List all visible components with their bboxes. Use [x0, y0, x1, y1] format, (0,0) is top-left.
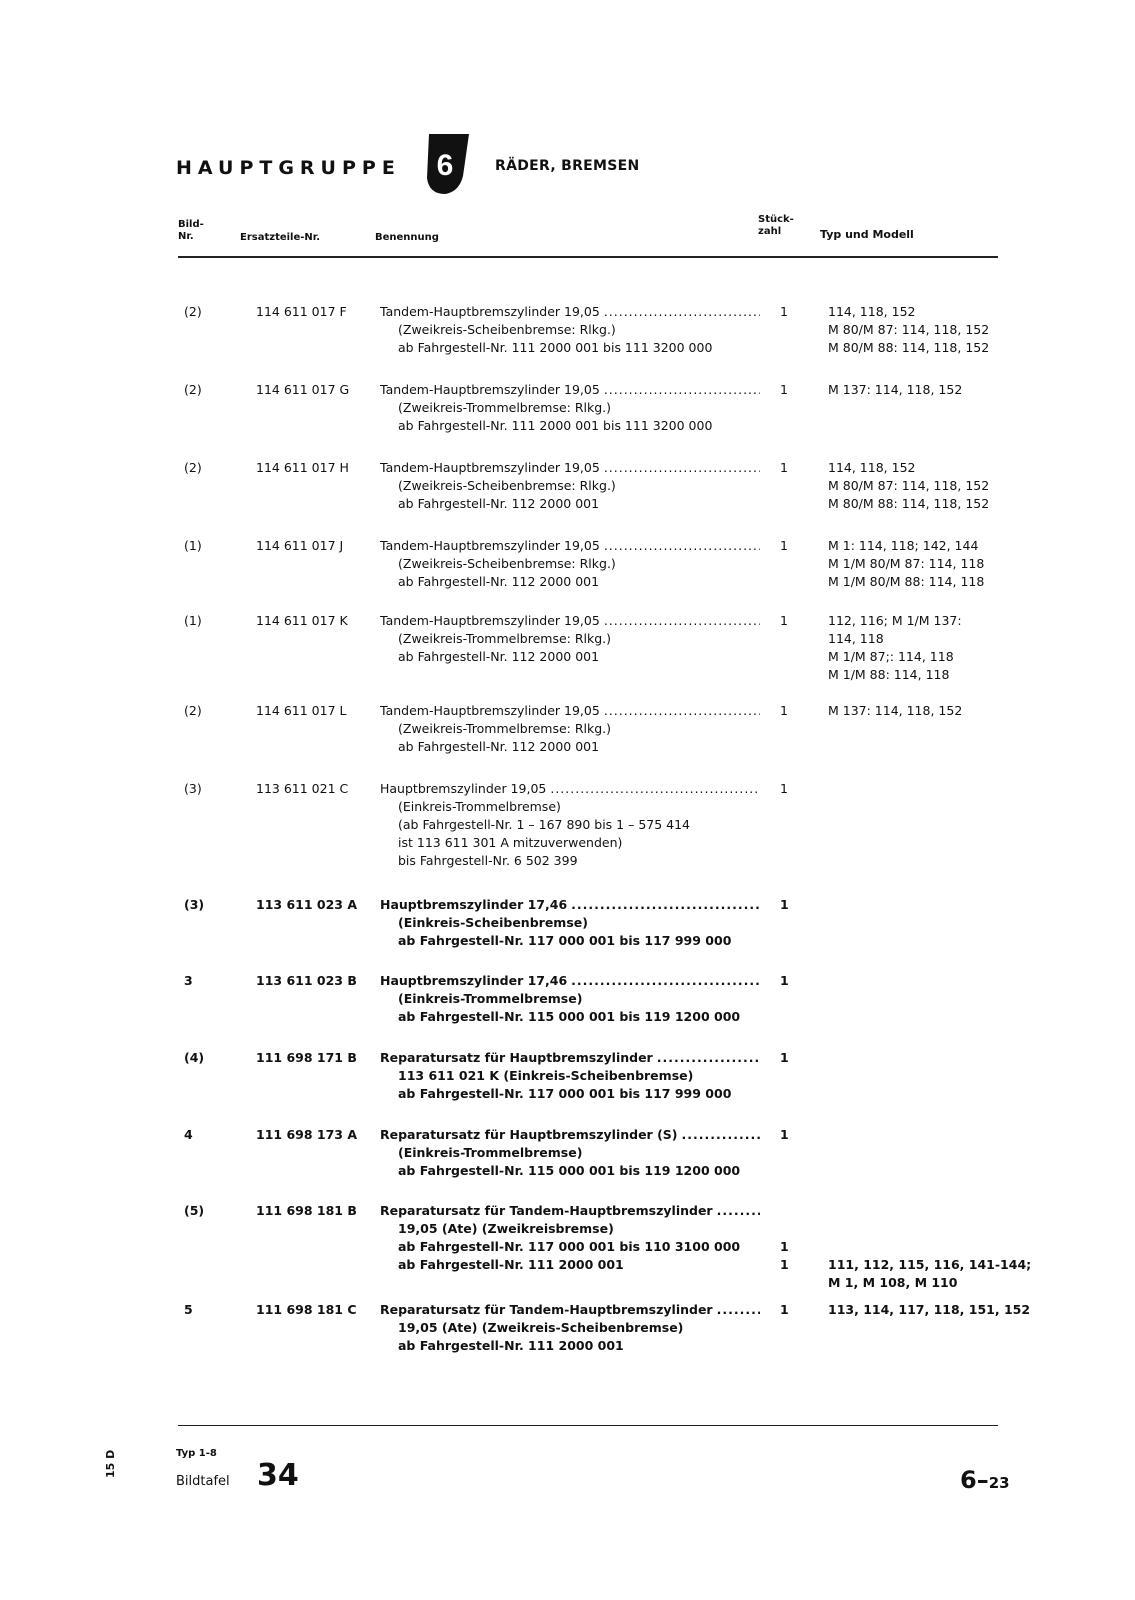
benennung-title	[380, 612, 760, 630]
benennung-title-text: Tandem-Hauptbremszylinder 19,05	[380, 304, 600, 319]
stueckzahl-value: 1	[780, 460, 788, 475]
bild-nr: (4)	[184, 1050, 205, 1065]
stueckzahl	[780, 702, 800, 720]
stueckzahl-value: 1	[780, 613, 788, 628]
ersatzteil-nr: 114 611 017 L	[256, 703, 347, 718]
typ-modell	[828, 303, 1028, 357]
benennung	[380, 381, 760, 435]
benennung-title-text: Hauptbremszylinder 17,46	[380, 897, 568, 912]
benennung-title-text: Tandem-Hauptbremszylinder 19,05	[380, 538, 600, 553]
stueckzahl-value: 1	[780, 1239, 789, 1254]
bild-nr: (3)	[184, 781, 202, 796]
bild-nr: (2)	[184, 703, 202, 718]
benennung-title	[380, 896, 760, 914]
benennung-title-text: Hauptbremszylinder 19,05	[380, 781, 547, 796]
stueckzahl-value: 1	[780, 382, 788, 397]
benennung	[380, 459, 760, 513]
stueckzahl-value: 1	[780, 1127, 789, 1142]
benennung-line: ist 113 611 301 A mitzuverwenden)	[398, 835, 623, 850]
ersatzteil-nr: 114 611 017 G	[256, 382, 350, 397]
stueckzahl-value: 1	[780, 1050, 789, 1065]
typ-modell	[828, 537, 1028, 591]
stueckzahl	[780, 537, 800, 555]
leader-dots	[717, 1301, 760, 1319]
stueckzahl-value: 1	[780, 1302, 789, 1317]
footer-rule	[178, 1425, 998, 1426]
leader-dots	[682, 1126, 761, 1144]
benennung-title-text: Reparatursatz für Hauptbremszylinder (S)	[380, 1127, 678, 1142]
benennung	[380, 780, 760, 870]
benennung-title	[380, 537, 760, 555]
typ-modell-line: 114, 118	[828, 631, 884, 646]
stueckzahl	[780, 780, 800, 798]
stueckzahl	[780, 612, 800, 630]
leader-dots	[604, 303, 760, 321]
typ-modell-line: M 80/M 87: 114, 118, 152	[828, 322, 990, 337]
typ-modell-line: M 1: 114, 118; 142, 144	[828, 538, 979, 553]
typ-modell-line	[828, 1220, 1028, 1238]
ersatzteil-nr: 111 698 171 B	[256, 1050, 357, 1065]
benennung	[380, 612, 760, 666]
benennung-line: ab Fahrgestell-Nr. 111 2000 001	[398, 1338, 624, 1353]
col-bild-line2: Nr.	[178, 231, 194, 242]
benennung	[380, 1049, 760, 1103]
typ-modell-line: M 80/M 87: 114, 118, 152	[828, 478, 990, 493]
stueckzahl-value: 1	[780, 538, 788, 553]
benennung-title-text: Tandem-Hauptbremszylinder 19,05	[380, 703, 600, 718]
benennung-title-text: Hauptbremszylinder 17,46	[380, 973, 568, 988]
benennung-title	[380, 1126, 760, 1144]
typ-modell-line: 111, 112, 115, 116, 141-144;	[828, 1257, 1032, 1272]
stueckzahl	[780, 1301, 800, 1319]
benennung	[380, 303, 760, 357]
stueckzahl	[780, 1049, 800, 1067]
typ-modell	[828, 1202, 1032, 1292]
leader-dots	[604, 381, 760, 399]
benennung-line: ab Fahrgestell-Nr. 112 2000 001	[398, 649, 600, 664]
side-code: 15 D	[104, 1449, 117, 1478]
typ-modell-line	[828, 1202, 1028, 1220]
bildtafel-number: 34	[257, 1458, 299, 1493]
group-number: 6	[436, 149, 454, 182]
stueckzahl-value: 1	[780, 781, 788, 796]
typ-modell-line: M 1/M 88: 114, 118	[828, 667, 950, 682]
ersatzteil-nr: 111 698 181 C	[256, 1302, 357, 1317]
stueckzahl-value: 1	[780, 703, 788, 718]
benennung-line: (Einkreis-Trommelbremse)	[398, 799, 561, 814]
typ-modell-line: 114, 118, 152	[828, 304, 916, 319]
typ-modell-line: 113, 114, 117, 118, 151, 152	[828, 1302, 1031, 1317]
ersatzteil-nr: 113 611 023 B	[256, 973, 357, 988]
benennung-line: ab Fahrgestell-Nr. 112 2000 001	[398, 739, 600, 754]
benennung-line: ab Fahrgestell-Nr. 111 2000 001 bis 111 3200 000	[398, 340, 713, 355]
bild-nr: 5	[184, 1302, 193, 1317]
benennung-line: ab Fahrgestell-Nr. 117 000 001 bis 110 3100 000	[398, 1239, 741, 1254]
col-stueck-line1: Stück-	[758, 214, 794, 225]
benennung-title	[380, 381, 760, 399]
ersatzteil-nr: 114 611 017 H	[256, 460, 349, 475]
stueckzahl	[780, 1202, 800, 1274]
benennung-line: bis Fahrgestell-Nr. 6 502 399	[398, 853, 578, 868]
benennung-line: (Zweikreis-Trommelbremse: Rlkg.)	[398, 721, 612, 736]
benennung	[380, 702, 760, 756]
typ-modell-line: 114, 118, 152	[828, 460, 916, 475]
bild-nr: (2)	[184, 304, 202, 319]
typ-modell	[828, 702, 1028, 720]
header-rule	[178, 256, 998, 258]
benennung-line: ab Fahrgestell-Nr. 117 000 001 bis 117 999 000	[398, 1086, 732, 1101]
benennung-title	[380, 459, 760, 477]
benennung-line: (Zweikreis-Trommelbremse: Rlkg.)	[398, 400, 612, 415]
typ-modell	[828, 381, 1028, 399]
benennung-line: ab Fahrgestell-Nr. 115 000 001 bis 119 1200 000	[398, 1009, 741, 1024]
stueckzahl-value: 1	[780, 973, 789, 988]
benennung-line: (Zweikreis-Scheibenbremse: Rlkg.)	[398, 478, 616, 493]
stueckzahl-value: 1	[780, 304, 788, 319]
page-sep: –	[976, 1466, 989, 1494]
stueckzahl-value: 1	[780, 897, 789, 912]
benennung-title	[380, 303, 760, 321]
bild-nr: (5)	[184, 1203, 205, 1218]
ersatzteil-nr: 111 698 173 A	[256, 1127, 358, 1142]
benennung-line: (Einkreis-Trommelbremse)	[398, 1145, 583, 1160]
col-stueck-header	[758, 214, 794, 238]
col-ersatzteile-header: Ersatzteile-Nr.	[240, 232, 321, 243]
col-stueck-line2: zahl	[758, 226, 782, 237]
stueckzahl	[780, 303, 800, 321]
typ-modell	[828, 612, 1028, 684]
leader-dots	[717, 1202, 760, 1220]
leader-dots	[604, 459, 760, 477]
benennung-title	[380, 972, 760, 990]
typ-modell-line: M 137: 114, 118, 152	[828, 382, 963, 397]
benennung	[380, 896, 760, 950]
ersatzteil-nr: 114 611 017 J	[256, 538, 344, 553]
bild-nr: (2)	[184, 460, 202, 475]
bild-nr: 4	[184, 1127, 193, 1142]
col-benennung-header: Benennung	[375, 232, 439, 243]
benennung-line: (Zweikreis-Scheibenbremse: Rlkg.)	[398, 556, 616, 571]
ersatzteil-nr: 113 611 021 C	[256, 781, 349, 796]
ersatzteil-nr: 114 611 017 F	[256, 304, 347, 319]
benennung-line: ab Fahrgestell-Nr. 117 000 001 bis 117 999 000	[398, 933, 732, 948]
benennung-title-text: Reparatursatz für Tandem-Hauptbremszylinder	[380, 1203, 713, 1218]
col-bild-line1: Bild-	[178, 219, 204, 230]
benennung-line: (ab Fahrgestell-Nr. 1 – 167 890 bis 1 – 575 414	[398, 817, 691, 832]
col-bild-header	[178, 219, 204, 243]
typ-modell-line: M 1/M 87;: 114, 118	[828, 649, 954, 664]
benennung-line: (Einkreis-Scheibenbremse)	[398, 915, 588, 930]
benennung-line: 19,05 (Ate) (Zweikreis-Scheibenbremse)	[398, 1320, 684, 1335]
leader-dots	[571, 972, 760, 990]
typ-modell-line: M 80/M 88: 114, 118, 152	[828, 340, 990, 355]
footer-typ: Typ 1-8	[176, 1448, 217, 1459]
hauptgruppe-label: HAUPTGRUPPE	[176, 157, 401, 179]
benennung-line: (Einkreis-Trommelbremse)	[398, 991, 583, 1006]
benennung	[380, 537, 760, 591]
benennung-line: 19,05 (Ate) (Zweikreisbremse)	[398, 1221, 614, 1236]
benennung-line: ab Fahrgestell-Nr. 112 2000 001	[398, 574, 600, 589]
benennung-title	[380, 780, 760, 798]
typ-modell-line: M 1/M 80/M 87: 114, 118	[828, 556, 985, 571]
benennung-line: (Zweikreis-Scheibenbremse: Rlkg.)	[398, 322, 616, 337]
benennung-line: ab Fahrgestell-Nr. 111 2000 001	[398, 1257, 624, 1272]
benennung-title-text: Reparatursatz für Hauptbremszylinder	[380, 1050, 653, 1065]
bild-nr: 3	[184, 973, 193, 988]
typ-modell-line	[828, 1238, 1028, 1256]
benennung-title	[380, 1202, 760, 1220]
stueckzahl-value: 1	[780, 1257, 789, 1272]
section-title: RÄDER, BREMSEN	[495, 158, 640, 174]
benennung-title	[380, 1301, 760, 1319]
group-number-badge	[423, 134, 473, 194]
benennung-line: ab Fahrgestell-Nr. 115 000 001 bis 119 1200 000	[398, 1163, 741, 1178]
bild-nr: (1)	[184, 538, 202, 553]
group-badge-shape	[423, 134, 473, 194]
ersatzteil-nr: 113 611 023 A	[256, 897, 358, 912]
bildtafel-label: Bildtafel	[176, 1474, 230, 1489]
leader-dots	[604, 612, 760, 630]
benennung-line: 113 611 021 K (Einkreis-Scheibenbremse)	[398, 1068, 694, 1083]
typ-modell-line: M 137: 114, 118, 152	[828, 703, 963, 718]
col-typ-header: Typ und Modell	[820, 228, 914, 241]
benennung-title	[380, 1049, 760, 1067]
benennung-title-text: Tandem-Hauptbremszylinder 19,05	[380, 613, 600, 628]
stueckzahl	[780, 896, 800, 914]
typ-modell-line: M 1, M 108, M 110	[828, 1275, 958, 1290]
ersatzteil-nr: 111 698 181 B	[256, 1203, 357, 1218]
benennung-title-text: Tandem-Hauptbremszylinder 19,05	[380, 460, 600, 475]
stueckzahl-value	[780, 1220, 800, 1238]
stueckzahl-value	[780, 1202, 800, 1220]
stueckzahl	[780, 1126, 800, 1144]
benennung-title-text: Reparatursatz für Tandem-Hauptbremszylinder	[380, 1302, 713, 1317]
typ-modell	[828, 459, 1028, 513]
leader-dots	[604, 702, 760, 720]
typ-modell-line: M 1/M 80/M 88: 114, 118	[828, 574, 985, 589]
stueckzahl	[780, 459, 800, 477]
benennung	[380, 1301, 760, 1355]
typ-modell-line: 112, 116; M 1/M 137:	[828, 613, 962, 628]
benennung-title	[380, 702, 760, 720]
bild-nr: (3)	[184, 897, 205, 912]
typ-modell-line: M 80/M 88: 114, 118, 152	[828, 496, 990, 511]
leader-dots	[657, 1049, 760, 1067]
benennung-line: ab Fahrgestell-Nr. 112 2000 001	[398, 496, 600, 511]
page-sub: 23	[988, 1474, 1010, 1492]
benennung-line: (Zweikreis-Trommelbremse: Rlkg.)	[398, 631, 612, 646]
leader-dots	[604, 537, 760, 555]
typ-modell	[828, 1301, 1031, 1319]
benennung	[380, 1202, 760, 1274]
bild-nr: (2)	[184, 382, 202, 397]
stueckzahl	[780, 972, 800, 990]
benennung	[380, 1126, 760, 1180]
page-main: 6	[960, 1466, 977, 1494]
page-number	[960, 1466, 1010, 1494]
leader-dots	[550, 780, 760, 798]
benennung-line: ab Fahrgestell-Nr. 111 2000 001 bis 111 3200 000	[398, 418, 713, 433]
leader-dots	[571, 896, 760, 914]
ersatzteil-nr: 114 611 017 K	[256, 613, 348, 628]
benennung-title-text: Tandem-Hauptbremszylinder 19,05	[380, 382, 600, 397]
stueckzahl	[780, 381, 800, 399]
bild-nr: (1)	[184, 613, 202, 628]
benennung	[380, 972, 760, 1026]
